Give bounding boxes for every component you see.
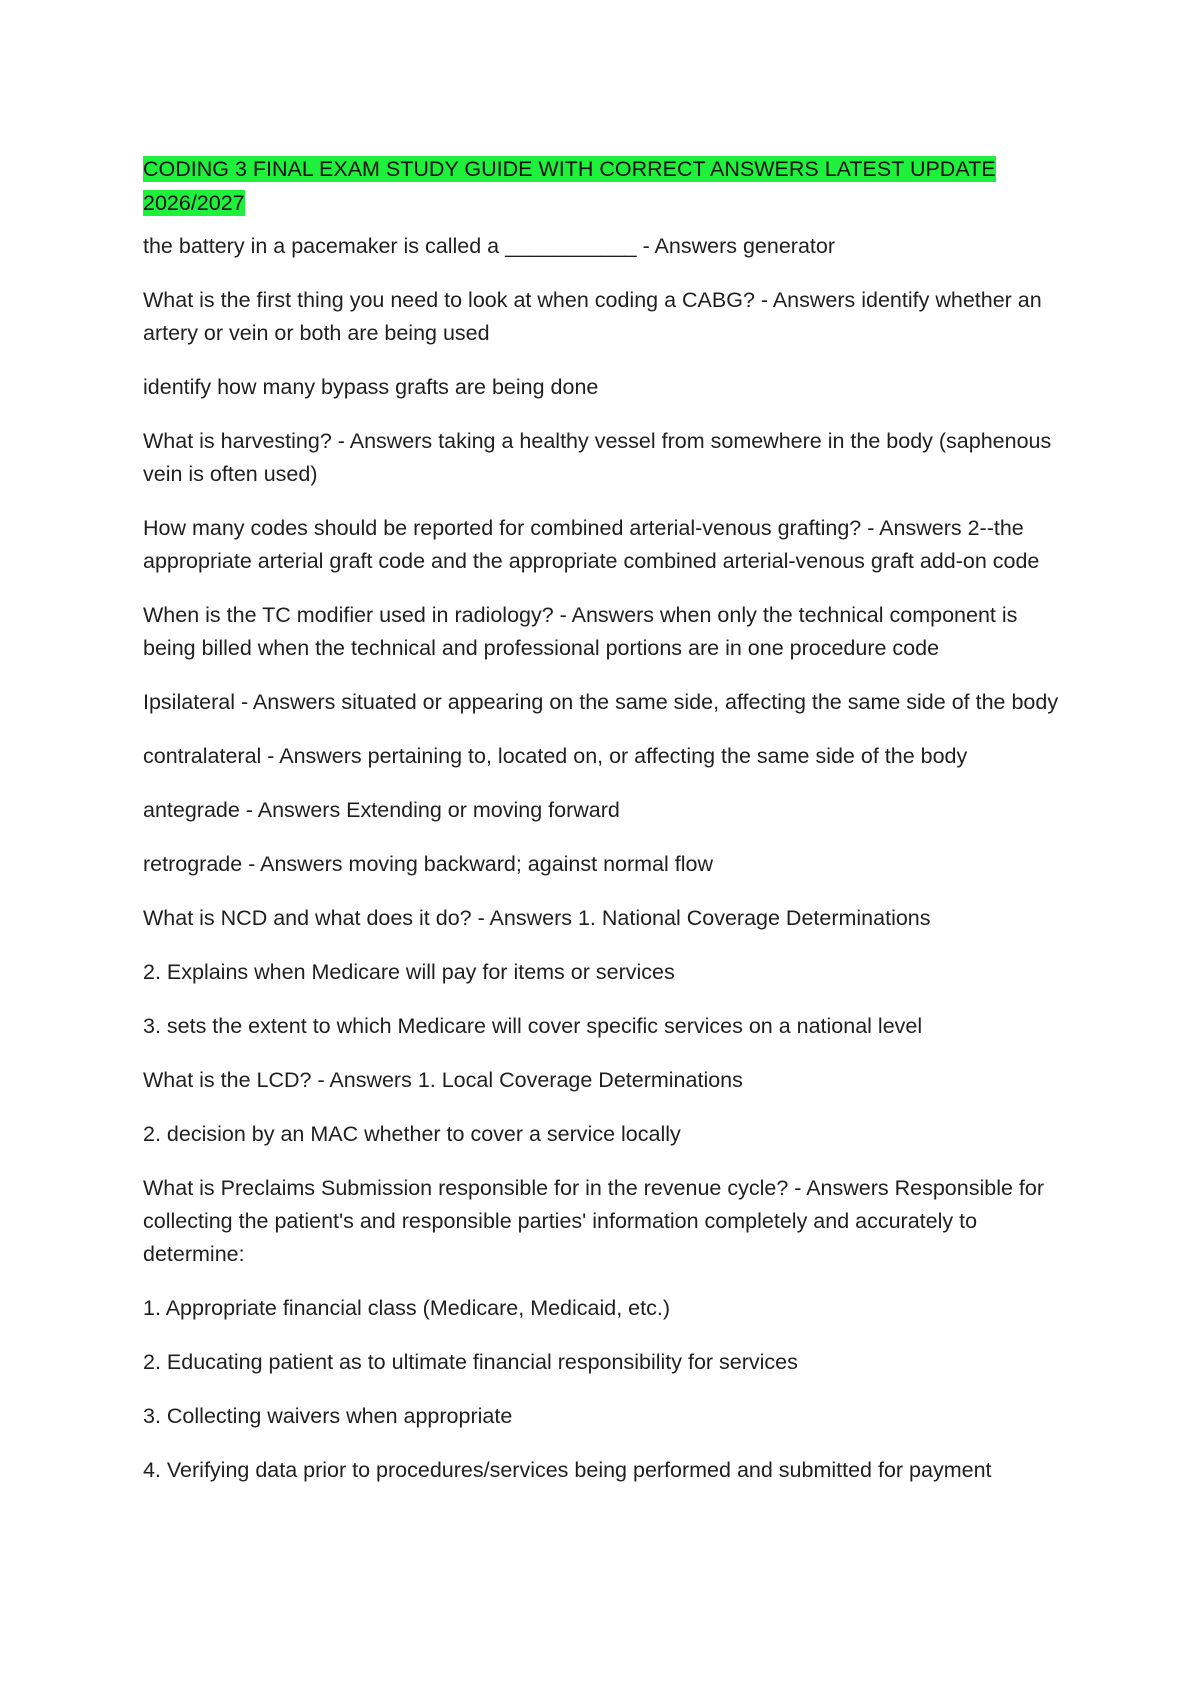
qa-paragraph: the battery in a pacemaker is called a ___________ - Answers generator: [143, 234, 836, 258]
qa-paragraph: 2. Explains when Medicare will pay for items or services: [143, 960, 675, 984]
qa-paragraph: What is Preclaims Submission responsible for in the revenue cycle? - Answers Responsible for collecting the patient's and responsible parties' information completely and accurately to determine:: [143, 1176, 1045, 1266]
qa-paragraph: What is harvesting? - Answers taking a healthy vessel from somewhere in the body (saphenous vein is often used): [143, 429, 1052, 486]
qa-paragraph: retrograde - Answers moving backward; against normal flow: [143, 852, 714, 876]
qa-paragraph: antegrade - Answers Extending or moving forward: [143, 798, 620, 822]
qa-paragraph: 2. decision by an MAC whether to cover a service locally: [143, 1122, 681, 1146]
qa-paragraph: Ipsilateral - Answers situated or appearing on the same side, affecting the same side of the body: [143, 690, 1059, 714]
qa-paragraph: What is NCD and what does it do? - Answers 1. National Coverage Determinations: [143, 906, 931, 930]
document-page: [143, 152, 1063, 1508]
qa-paragraph: 1. Appropriate financial class (Medicare, Medicaid, etc.): [143, 1296, 670, 1320]
qa-paragraph: 3. sets the extent to which Medicare will cover specific services on a national level: [143, 1014, 923, 1038]
qa-paragraph: How many codes should be reported for combined arterial-venous grafting? - Answers 2--the appropriate arterial graft code and the appropriate combined arterial-venous graft add-on code: [143, 516, 1040, 573]
qa-paragraph: contralateral - Answers pertaining to, located on, or affecting the same side of the body: [143, 744, 968, 768]
title-highlight: CODING 3 FINAL EXAM STUDY GUIDE WITH CORRECT ANSWERS LATEST UPDATE 2026/2027: [143, 157, 996, 215]
qa-paragraph: 2. Educating patient as to ultimate financial responsibility for services: [143, 1350, 798, 1374]
qa-paragraph: identify how many bypass grafts are being done: [143, 375, 599, 399]
qa-paragraph: 3. Collecting waivers when appropriate: [143, 1404, 513, 1428]
qa-paragraph: What is the LCD? - Answers 1. Local Coverage Determinations: [143, 1068, 743, 1092]
qa-paragraph: 4. Verifying data prior to procedures/services being performed and submitted for payment: [143, 1458, 992, 1482]
qa-paragraph: What is the first thing you need to look at when coding a CABG? - Answers identify whether an artery or vein or both are being used: [143, 288, 1042, 345]
qa-paragraph: When is the TC modifier used in radiology? - Answers when only the technical component is being billed when the technical and professional portions are in one procedure code: [143, 603, 1018, 660]
document-title: [143, 152, 1063, 220]
